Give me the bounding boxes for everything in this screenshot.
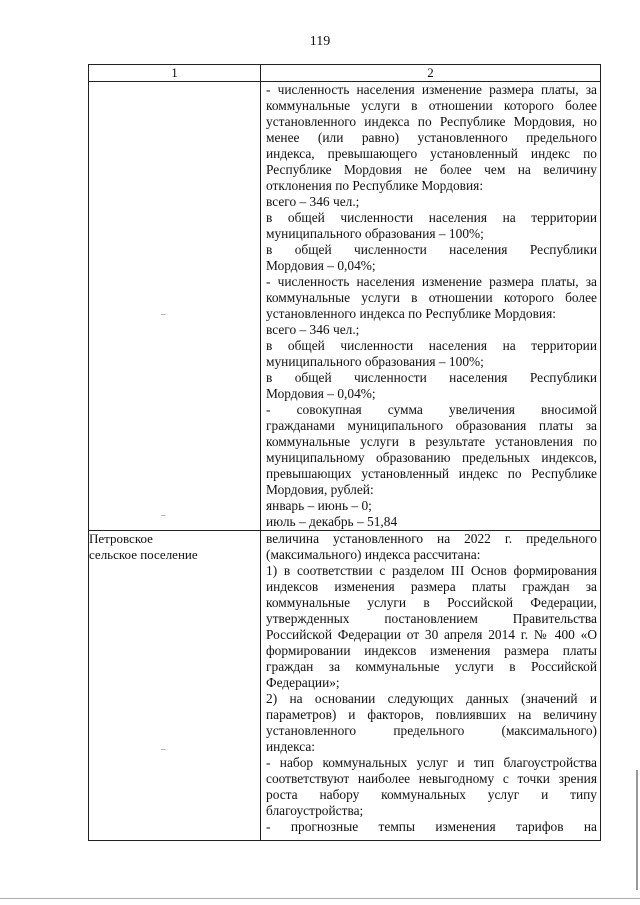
text-line: коммунальные услуги в отношении которого более: [266, 290, 597, 305]
text-line: Республике Мордовия не более чем на величину: [266, 162, 597, 177]
text-line: коммунальные услуги в отношении которого более: [266, 98, 597, 113]
text-line: индекса:: [266, 739, 316, 754]
table-header-row: [89, 65, 601, 82]
municipality-cell: [89, 82, 261, 531]
text-line: коммунальные услуги в Российской Федерации,: [266, 595, 597, 610]
document-table: [88, 64, 601, 841]
text-line: превышающих установленный индекс по Республике: [266, 466, 597, 481]
text-line: установленного индекса по Республике Мордовия:: [266, 306, 556, 321]
dash-mark: –: [161, 744, 166, 754]
text-line: граждан за коммунальные услуги в Российской: [266, 659, 597, 674]
text-line: индекса, превышающего установленный индекс по: [266, 146, 597, 161]
municipality-name-line2: сельское поселение: [89, 547, 198, 562]
text-line: - численность населения изменение размера платы, за: [266, 274, 597, 289]
text-line: муниципальному образованию предельных индексов,: [266, 450, 597, 465]
municipality-cell: [89, 531, 261, 841]
text-line: 2) на основании следующих данных (значений и: [266, 691, 597, 706]
description-cell: [261, 82, 601, 531]
scan-edge-mark: [636, 770, 638, 890]
text-line: муниципального образования – 100%;: [266, 354, 484, 369]
text-line: параметров) и факторов, повлиявших на величину: [266, 707, 597, 722]
text-line: в общей численности населения на территории: [266, 338, 597, 353]
scan-bottom-edge: [0, 898, 640, 899]
text-line: - численность населения изменение размера платы, за: [266, 82, 597, 97]
text-line: отклонения по Республике Мордовия:: [266, 178, 484, 193]
table-row: [89, 82, 601, 531]
description-cell: [261, 531, 601, 841]
dash-mark: –: [161, 510, 166, 520]
text-line: формировании индексов изменения размера платы: [266, 643, 597, 658]
text-line: утвержденных постановлением Правительства: [266, 611, 597, 626]
text-line: коммунальные услуги в результате установления по: [266, 434, 597, 449]
text-line: величина установленного на 2022 г. предельного: [266, 531, 597, 546]
text-line: январь – июнь – 0;: [266, 498, 372, 513]
text-line: (максимального) индекса рассчитана:: [266, 547, 481, 562]
text-line: - совокупная сумма увеличения вносимой: [266, 402, 597, 417]
text-line: всего – 346 чел.;: [266, 322, 360, 337]
text-line: менее (или равно) установленного предельного: [266, 130, 597, 145]
text-line: - набор коммунальных услуг и тип благоустройства: [266, 755, 597, 770]
text-line: установленного индекса по Республике Мордовия, но: [266, 114, 597, 129]
text-line: всего – 346 чел.;: [266, 194, 360, 209]
header-cell-1: 1: [89, 65, 261, 82]
text-line: соответствуют наиболее невыгодному с точки зрения: [266, 771, 597, 786]
text-line: индексов изменения размера платы граждан за: [266, 579, 597, 594]
text-line: Российской Федерации от 30 апреля 2014 г. № 400 «О: [266, 627, 597, 642]
text-line: Мордовия – 0,04%;: [266, 258, 376, 273]
description-text: [261, 531, 600, 835]
text-line: в общей численности населения на территории: [266, 210, 597, 225]
description-text: [261, 82, 600, 530]
text-line: благоустройства;: [266, 803, 364, 818]
text-line: муниципального образования – 100%;: [266, 226, 484, 241]
text-line: гражданами муниципального образования платы за: [266, 418, 597, 433]
header-cell-2: 2: [261, 65, 601, 82]
text-line: Мордовия, рублей:: [266, 482, 374, 497]
table-row: [89, 531, 601, 841]
text-line: июль – декабрь – 51,84: [266, 514, 398, 529]
text-line: 1) в соответствии с разделом III Основ формирования: [266, 563, 597, 578]
text-line: роста набору коммунальных услуг и типу: [266, 787, 597, 802]
text-line: установленного предельного (максимального): [266, 723, 597, 738]
text-line: в общей численности населения Республики: [266, 370, 597, 385]
page-number: 119: [309, 34, 331, 49]
dash-mark: –: [161, 309, 166, 319]
text-line: - прогнозные темпы изменения тарифов на: [266, 819, 597, 834]
text-line: Федерации»;: [266, 675, 340, 690]
text-line: Мордовия – 0,04%;: [266, 386, 376, 401]
text-line: в общей численности населения Республики: [266, 242, 597, 257]
municipality-name-line1: Петровское: [89, 531, 153, 546]
